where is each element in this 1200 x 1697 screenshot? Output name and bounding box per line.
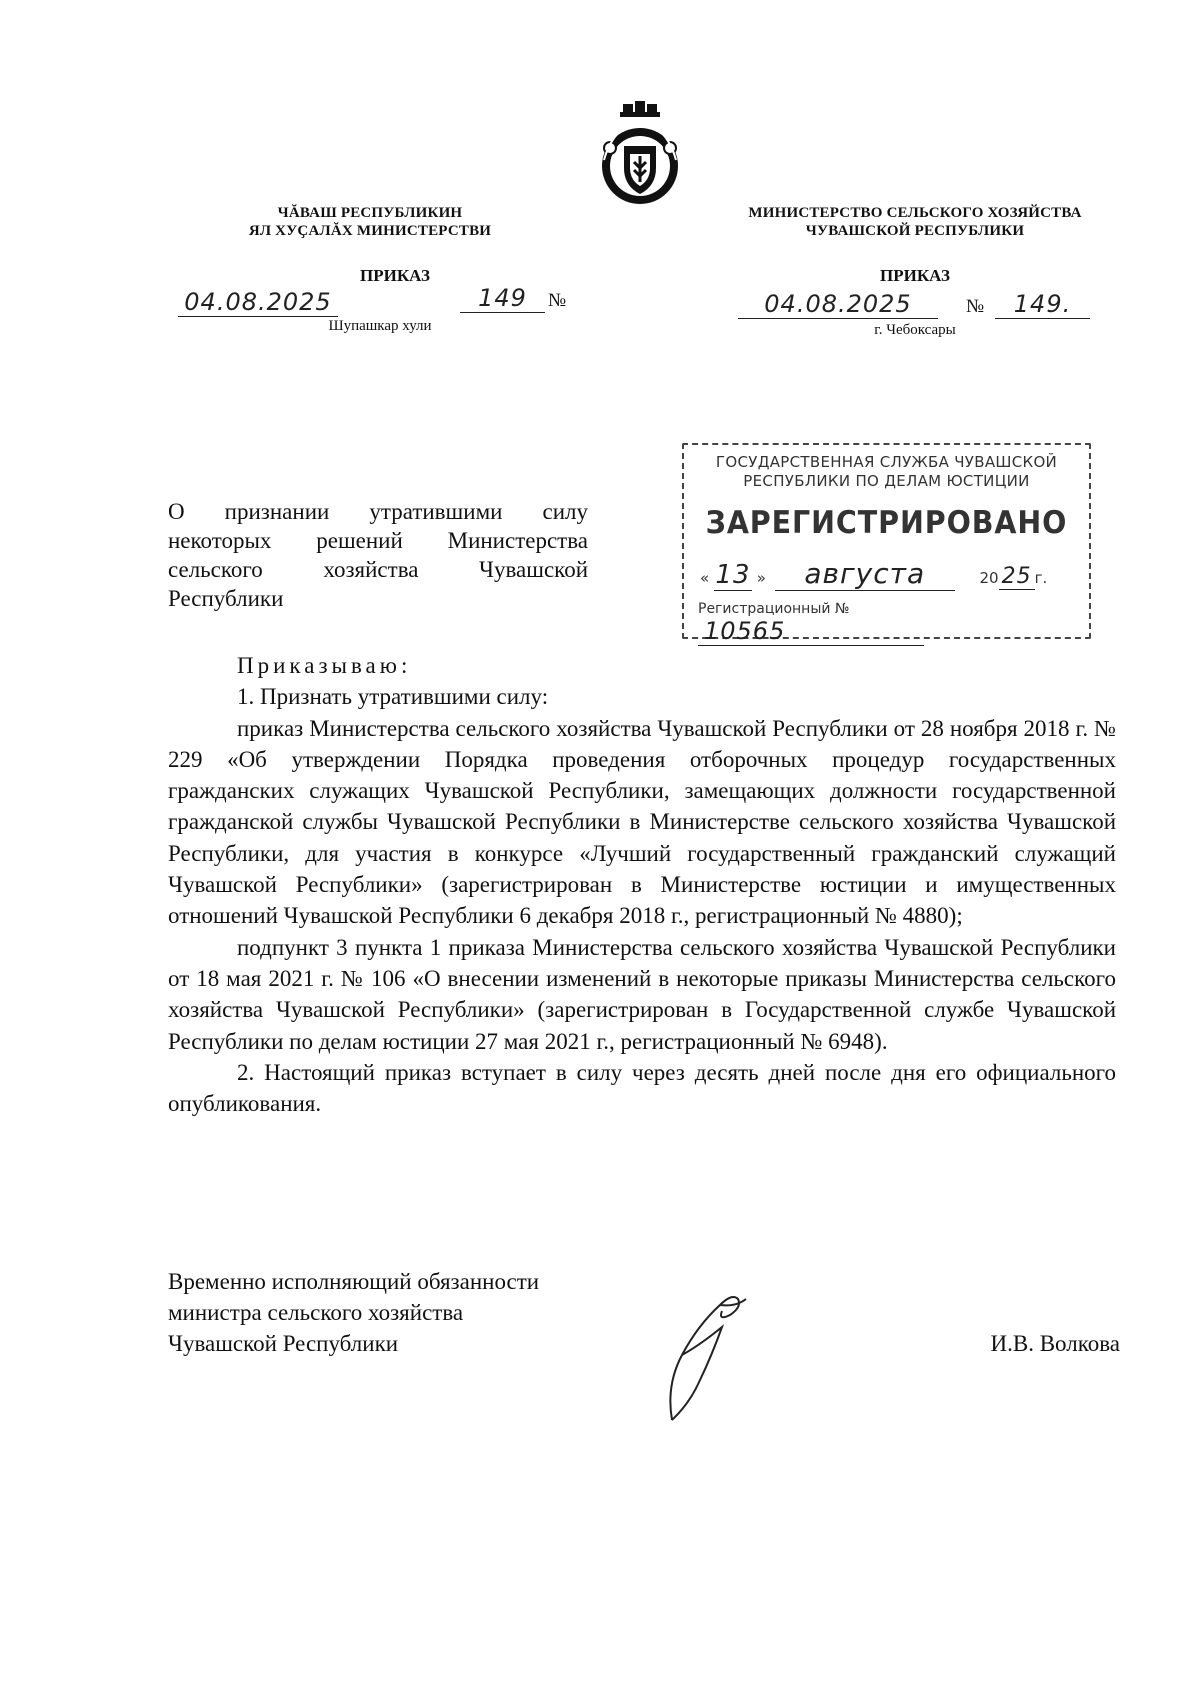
signatory-line3: Чувашской Республики xyxy=(168,1331,399,1356)
document-title xyxy=(168,497,588,613)
stamp-year-unit: г. xyxy=(1034,569,1048,587)
stamp-date xyxy=(700,557,1079,591)
handwritten-signature xyxy=(660,1285,770,1425)
registration-stamp xyxy=(682,443,1091,645)
number-sign-left: № xyxy=(548,290,567,311)
item-1: 1. Признать утратившими силу: xyxy=(237,684,549,710)
stamp-status: ЗАРЕГИСТРИРОВАНО xyxy=(705,505,1068,541)
number-right-handwritten: 149. xyxy=(995,290,1090,319)
title-line: сельского хозяйства Чувашской xyxy=(168,557,588,582)
document-body xyxy=(168,650,1116,1119)
title-line: О признании утратившими силу xyxy=(168,499,588,524)
header-left xyxy=(215,204,525,240)
header-right-line1: МИНИСТЕРСТВО СЕЛЬСКОГО ХОЗЯЙСТВА xyxy=(748,205,1082,221)
stamp-year-prefix: 20 xyxy=(979,569,999,587)
paragraph-2: подпункт 3 пункта 1 приказа Министерства сельского хозяйства Чувашской Республики от 18 мая 2021 г. № 106 «О внесении изменений в некоторые приказы Министерства сельского хозяйства Чувашской Республики» (зарегистрирован в Государственной службе Чувашской Республики по делам юстиции 27 мая 2021 г., регистрационный № 6948). xyxy=(168,934,1116,1054)
city-left: Шупашкар хули xyxy=(328,318,432,334)
signatory-line1: Временно исполняющий обязанности xyxy=(168,1269,540,1294)
header-left-line1: ЧĂВАШ РЕСПУБЛИКИН xyxy=(277,205,463,221)
item-2: 2. Настоящий приказ вступает в силу через десять дней после дня его официального опубликования. xyxy=(168,1059,1116,1117)
prikaz-right: ПРИКАЗ xyxy=(880,266,950,285)
date-left-handwritten: 04.08.2025 xyxy=(178,288,338,317)
signatory-name: И.В. Волкова xyxy=(990,1331,1120,1356)
order-word: Приказываю: xyxy=(237,653,412,678)
date-right-handwritten: 04.08.2025 xyxy=(738,290,938,319)
header-right xyxy=(730,204,1100,240)
title-line: Республики xyxy=(168,586,284,611)
stamp-reg-label: Регистрационный № xyxy=(698,601,850,617)
stamp-close-quote: » xyxy=(756,569,766,587)
stamp-reg-number: 10565 xyxy=(698,617,924,646)
stamp-org xyxy=(684,453,1089,491)
stamp-year-suffix: 25 xyxy=(999,564,1035,590)
number-sign-right: № xyxy=(966,296,985,317)
header-left-line2: ЯЛ ХУҪАЛĂХ МИНИСТЕРСТВИ xyxy=(248,223,492,239)
coat-of-arms-icon xyxy=(590,98,690,208)
stamp-day: 13 xyxy=(715,560,751,590)
stamp-open-quote: « xyxy=(700,569,710,587)
stamp-month: августа xyxy=(775,557,955,591)
city-right: г. Чебоксары xyxy=(874,322,956,338)
prikaz-left: ПРИКАЗ xyxy=(360,266,430,285)
signatory-line2: министра сельского хозяйства xyxy=(168,1300,464,1325)
stamp-reg xyxy=(698,601,1079,646)
number-left-handwritten: 149 xyxy=(460,284,545,313)
paragraph-1: приказ Министерства сельского хозяйства Чувашской Республики от 28 ноября 2018 г. № 229 «Об утверждении Порядка проведения отборочных процедур государственных гражданских служащих Чувашской Республики, замещающих должности государственной гражданской службы Чувашской Республики в Министерстве сельского хозяйства Чувашской Республики, для участия в конкурсе «Лучший государственный гражданский служащий Чувашской Республики» (зарегистрирован в Министерстве юстиции и имущественных отношений Чувашской Республики 6 декабря 2018 г., регистрационный № 4880); xyxy=(168,715,1116,929)
stamp-org-line1: ГОСУДАРСТВЕННАЯ СЛУЖБА ЧУВАШСКОЙ xyxy=(715,453,1058,471)
header-right-line2: ЧУВАШСКОЙ РЕСПУБЛИКИ xyxy=(805,223,1025,239)
signatory-title xyxy=(168,1266,628,1359)
title-line: некоторых решений Министерства xyxy=(168,528,588,553)
stamp-org-line2: РЕСПУБЛИКИ ПО ДЕЛАМ ЮСТИЦИИ xyxy=(743,472,1030,490)
